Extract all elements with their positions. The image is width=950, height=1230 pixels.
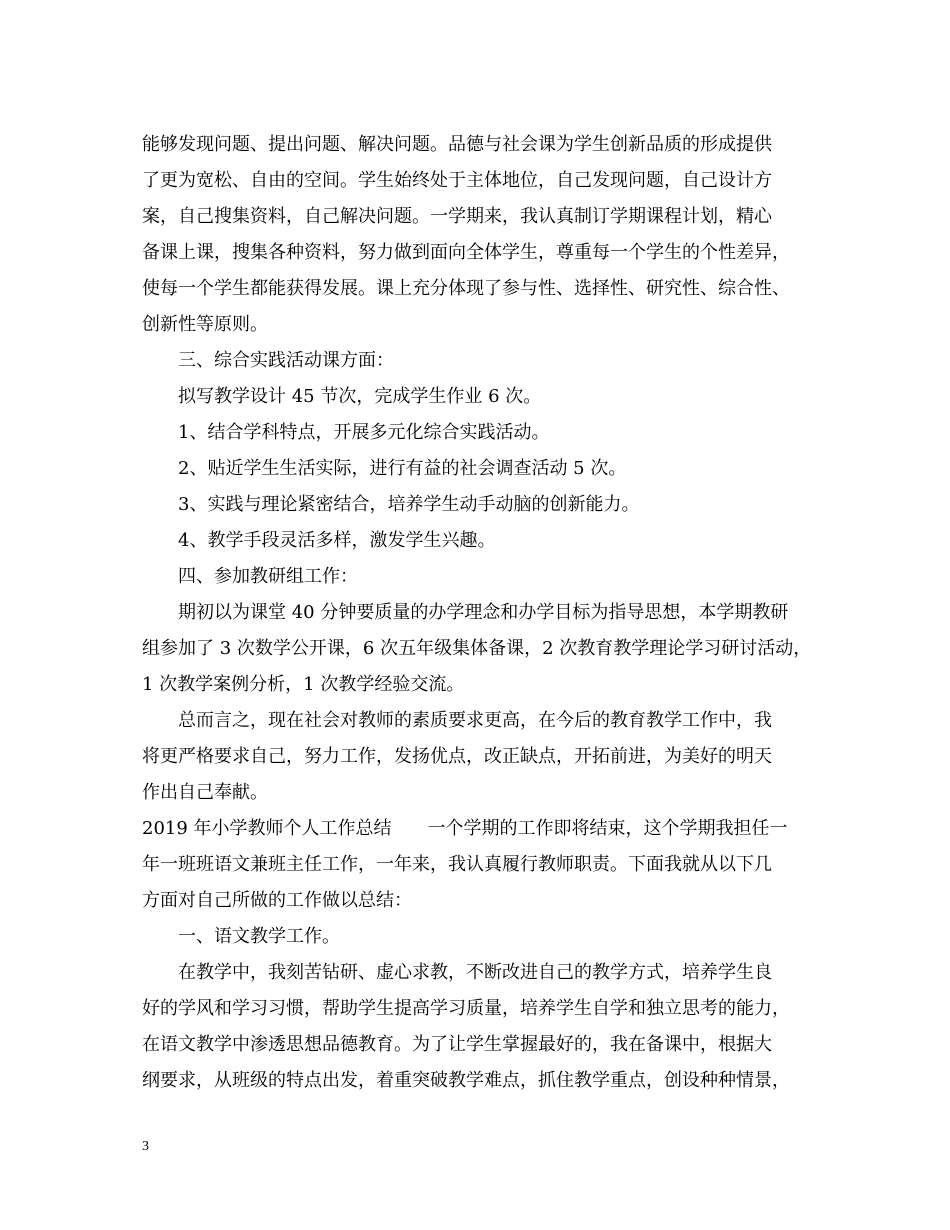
- text-line: 3、实践与理论紧密结合，培养学生动手动脑的创新能力。: [178, 494, 640, 515]
- text-line: 4、教学手段灵活多样，激发学生兴趣。: [178, 530, 496, 551]
- text-line: 四、参加教研组工作：: [178, 566, 358, 587]
- text-line: 方面对自己所做的工作做以总结：: [142, 890, 412, 911]
- text-line: 备课上课，搜集各种资料，努力做到面向全体学生，尊重每一个学生的个性差异，: [142, 242, 790, 263]
- text-line: 能够发现问题、提出问题、解决问题。品德与社会课为学生创新品质的形成提供: [142, 134, 772, 155]
- text-line: 一、语文教学工作。: [178, 926, 340, 947]
- text-line: 纲要求，从班级的特点出发，着重突破教学难点，抓住教学重点，创设种种情景，: [142, 1070, 790, 1091]
- text-line: 作出自己奉献。: [142, 782, 268, 803]
- text-line: 将更严格要求自己，努力工作，发扬优点，改正缺点，开拓前进，为美好的明天: [142, 746, 772, 767]
- text-line: 了更为宽松、自由的空间。学生始终处于主体地位，自己发现问题，自己设计方: [142, 170, 772, 191]
- text-line: 三、综合实践活动课方面：: [178, 350, 394, 371]
- text-line: 使每一个学生都能获得发展。课上充分体现了参与性、选择性、研究性、综合性、: [142, 278, 790, 299]
- text-line: 好的学风和学习习惯，帮助学生提高学习质量，培养学生自学和独立思考的能力，: [142, 998, 790, 1019]
- text-line: 2、贴近学生生活实际，进行有益的社会调查活动 5 次。: [178, 458, 627, 479]
- text-line: 在教学中，我刻苦钻研、虚心求教，不断改进自己的教学方式，培养学生良: [178, 962, 772, 983]
- text-line: 1 次教学案例分析，1 次教学经验交流。: [142, 674, 465, 695]
- text-line: 案，自己搜集资料，自己解决问题。一学期来，我认真制订学期课程计划，精心: [142, 206, 772, 227]
- text-line: 2019 年小学教师个人工作总结 一个学期的工作即将结束，这个学期我担任一: [142, 818, 788, 839]
- text-line: 总而言之，现在社会对教师的素质要求更高，在今后的教育教学工作中，我: [178, 710, 772, 731]
- page-number: 3: [142, 1139, 149, 1154]
- text-line: 期初以为课堂 40 分钟要质量的办学理念和办学目标为指导思想，本学期教研: [178, 602, 789, 623]
- document-body: [142, 127, 812, 1099]
- text-line: 组参加了 3 次数学公开课，6 次五年级集体备课，2 次教育教学理论学习研讨活动，: [142, 638, 812, 659]
- text-line: 在语文教学中渗透思想品德教育。为了让学生掌握最好的，我在备课中，根据大: [142, 1034, 772, 1055]
- text-line: 1、结合学科特点，开展多元化综合实践活动。: [178, 422, 550, 443]
- text-line: 创新性等原则。: [142, 314, 268, 335]
- text-line: 拟写教学设计 45 节次，完成学生作业 6 次。: [178, 386, 542, 407]
- text-line: 年一班班语文兼班主任工作，一年来，我认真履行教师职责。下面我就从以下几: [142, 854, 772, 875]
